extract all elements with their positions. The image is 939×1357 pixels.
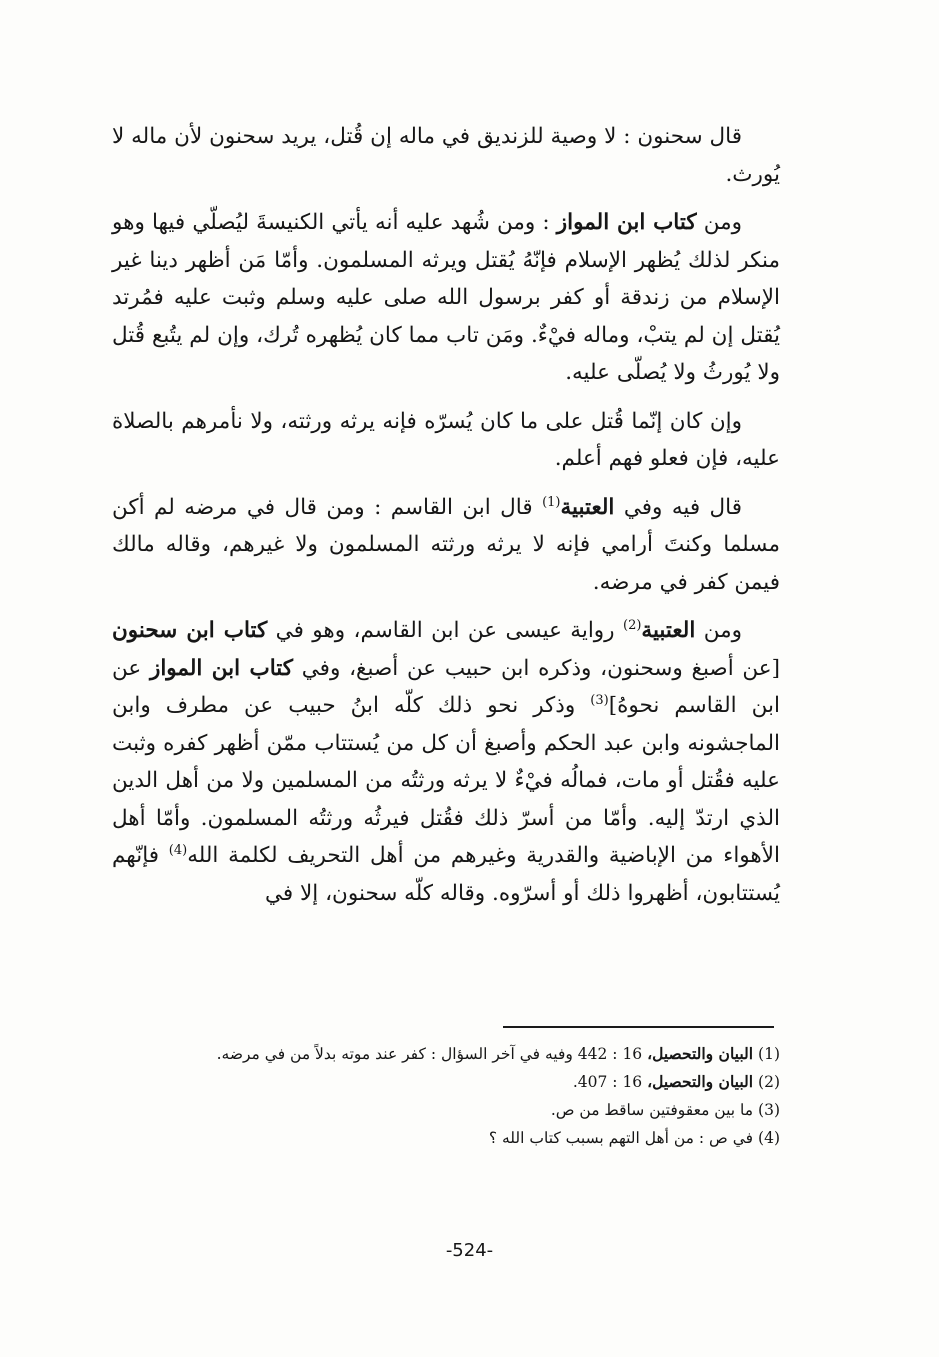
footnote-text: ما بين معقوفتين ساقط من ص. [550, 1101, 754, 1119]
footnote-ref: (2) [622, 617, 642, 633]
text-run: [عن أصبغ وسحنون، وذكره ابن حبيب عن أصبغ، وفي [293, 655, 780, 681]
footnote-ref: (4) [168, 842, 188, 858]
footnote-number: (3) [758, 1101, 780, 1119]
footnote-number: (2) [758, 1073, 780, 1091]
text-run: رواية عيسى عن ابن القاسم، وهو في [267, 618, 623, 643]
text-run: ومن [696, 210, 742, 235]
cited-source: كتاب ابن المواز [556, 210, 697, 235]
text-run: قال سحنون : لا وصية للزنديق في ماله إن قُتل، يريد سحنون لأن ماله لا يُورث. [112, 124, 780, 187]
text-run: وذكر نحو ذلك كلّه ابنُ حبيب عن مطرف وابن الماجشونه وابن عبد الحكم وأصبغ أن كل من يُستتاب ممّن أظهر كفره وثبت عليه فقُتل أو مات، فمالُه فيْءٌ لا يرثه ورثتُه من المسلمين ولا من أهل الدين الذي ارتدّ إليه. وأمّا من أسرّ ذلك فقُتل فيرثُه ورثتُه المسلمون. وأمّا أهل الأهواء من الإباضية والقدرية وغيرهم من أهل التحريف لكلمة الله [112, 693, 780, 868]
cited-source: كتاب ابن المواز [149, 655, 294, 681]
text-run: قال ابن القاسم : ومن قال في مرضه لم أكن مسلما وكنتَ أرامي فإنه لا يرثه ورثته المسلمون ولا غيرهم، وقاله مالك فيمن كفر في مرضه. [112, 494, 780, 595]
footnote-text: في ص : من أهل التهم بسبب كتاب الله ؟ [488, 1129, 754, 1147]
paragraph [112, 118, 780, 193]
text-run: عن ابن القاسم نحوهُ] [112, 655, 780, 718]
text-run: وإن كان إنّما قُتل على ما كان يُسرّه فإنه يرثه ورثته، ولا نأمرهم بالصلاة عليه، فإن فعلو فهم أعلم. [112, 408, 780, 471]
cited-source: كتاب ابن سحنون [112, 618, 268, 643]
footnote [150, 1040, 780, 1068]
footnotes [150, 1040, 780, 1152]
footnote-source: البيان والتحصيل، [647, 1044, 754, 1063]
paragraph [112, 204, 780, 392]
footnote-source: البيان والتحصيل، [647, 1072, 754, 1091]
paragraph [112, 489, 780, 602]
cited-source: العتبية [641, 618, 696, 643]
paragraph [112, 612, 780, 912]
footnote-text: 16 : 442 وفيه في آخر السؤال : كفر عند موته بدلاً من في مرضه. [216, 1045, 648, 1063]
body-text [112, 118, 780, 923]
footnote-number: (1) [758, 1045, 780, 1063]
footnote [150, 1068, 780, 1096]
text-run: : ومن شُهد عليه أنه يأتي الكنيسةَ ليُصلّي فيها وهو منكر لذلك يُظهر الإسلام فإنّهُ يُقتل ويرثه المسلمون. وأمّا مَن أظهر دينا غير الإسلام من زندقة أو كفر برسول الله صلى عليه وسلم وثبت عليه فمُرتد يُقتل إن لم يتبْ، وماله فيْءٌ. ومَن تاب مما كان يُظهره تُرك، وإن لم يتُبع قُتل ولا يُورثُ ولا يُصلّى عليه. [112, 210, 780, 385]
footnote-ref: (1) [542, 494, 561, 510]
footnote [150, 1124, 780, 1152]
footnote-ref: (3) [590, 692, 609, 708]
page-number: -524- [445, 1240, 494, 1261]
text-run: فإنّهم يُستتابون، أظهروا ذلك أو أسرّوه. وقاله كلّه سحنون، إلا في [112, 843, 780, 906]
paragraph [112, 403, 780, 478]
footnote [150, 1096, 780, 1124]
footnote-number: (4) [758, 1129, 780, 1147]
text-run: قال فيه وفي [614, 494, 742, 520]
footnote-separator [503, 1026, 774, 1028]
text-run: ومن [695, 618, 742, 643]
footnote-text: 16 : 407. [572, 1073, 648, 1091]
cited-source: العتبية [560, 494, 615, 520]
